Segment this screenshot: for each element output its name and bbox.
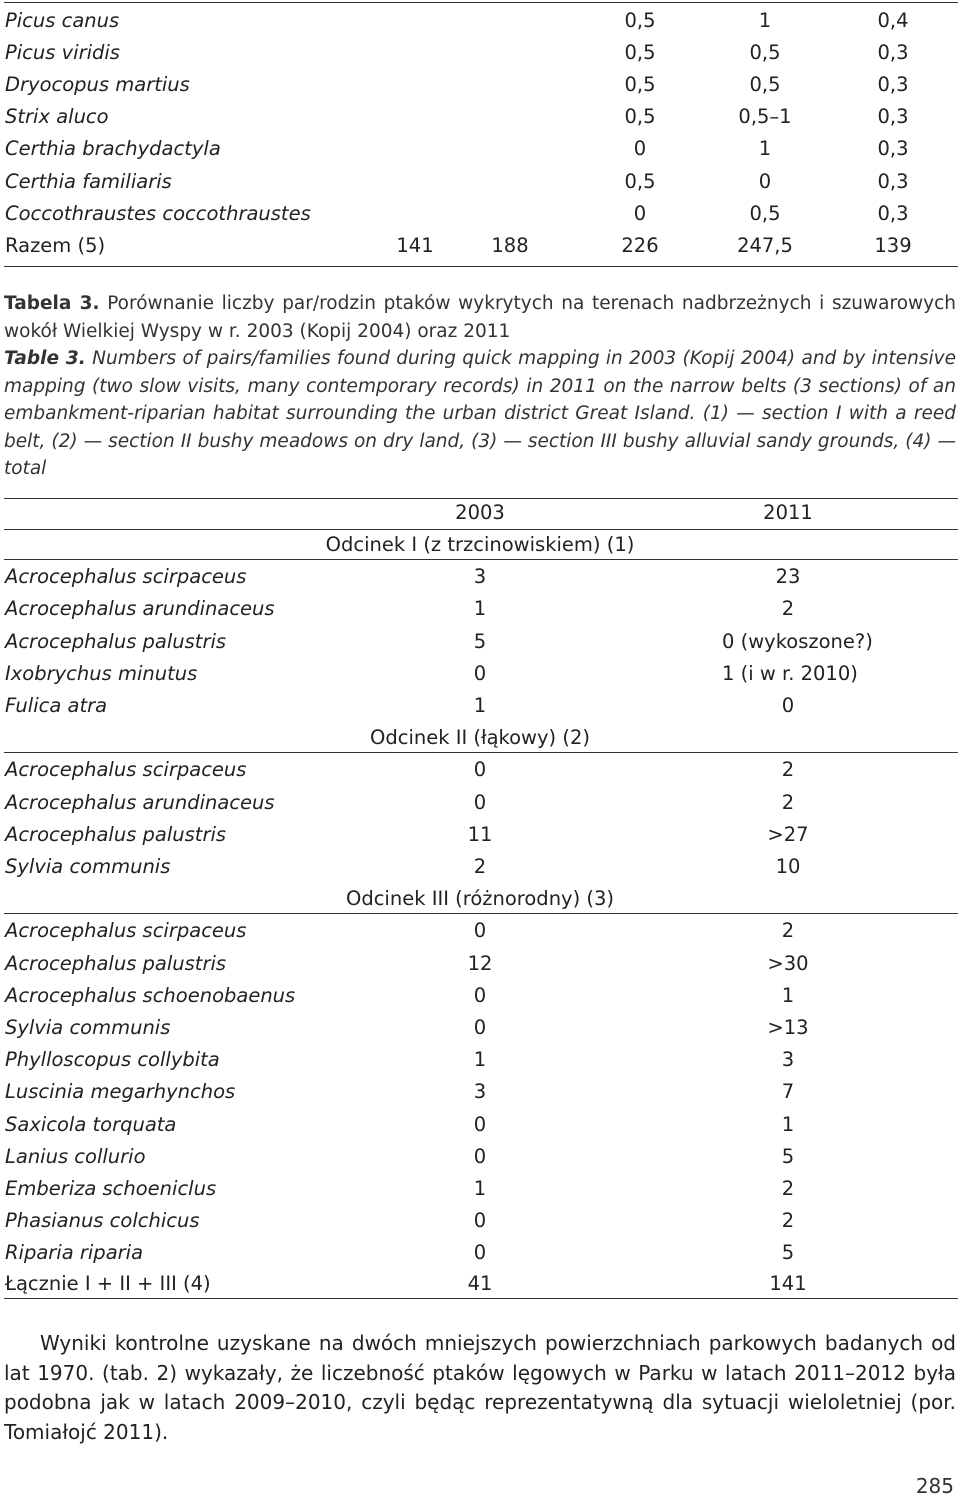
total-label: Razem (5) — [5, 234, 106, 257]
species-name: Saxicola torquata — [5, 1112, 177, 1136]
value-cell: 0,3 — [877, 41, 909, 65]
value-2003: 0 — [473, 1209, 487, 1233]
total-label: Łącznie I + II + III (4) — [5, 1272, 211, 1295]
value-2003: 11 — [467, 822, 493, 846]
species-name: Acrocephalus palustris — [5, 951, 227, 975]
species-name: Coccothraustes coccothraustes — [5, 201, 311, 225]
table-row — [0, 1173, 960, 1205]
value-2011: 1 — [781, 983, 795, 1007]
value-2003: 0 — [473, 758, 487, 782]
table-row — [0, 5, 960, 37]
species-name: Sylvia communis — [5, 1016, 171, 1039]
value-2011: 2 — [781, 597, 795, 621]
species-name: Acrocephalus scirpaceus — [5, 758, 247, 782]
species-name: Ixobrychus minutus — [5, 661, 198, 685]
total-value: 226 — [621, 234, 659, 257]
table-row — [0, 819, 960, 851]
section-title: Odcinek I (z trzcinowiskiem) (1) — [325, 533, 635, 556]
page-number: 285 — [915, 1474, 954, 1498]
species-name: Acrocephalus palustris — [5, 629, 227, 653]
value-2003: 12 — [467, 951, 493, 975]
table-row — [0, 690, 960, 722]
caption-text: Numbers of pairs/families found during quick mapping in 2003 (Kopij 2004) and by intensive mapping (two slow visits, many contemporary records) in 2011 on the narrow belts (3 sections) of an embankment-riparian habitat surrounding the urban district Great Island. (1) — section I with a reed belt, (2) — section II bushy meadows on dry land, (3) — section III bushy alluvial sandy grounds, (4) — total — [4, 348, 956, 479]
value-cell: 0,5 — [624, 169, 656, 193]
species-name: Picus viridis — [5, 41, 120, 65]
section-title: Odcinek III (różnorodny) (3) — [345, 887, 615, 911]
value-cell: 0 — [633, 137, 647, 161]
value-cell: 1 — [758, 137, 772, 161]
value-2003: 1 — [473, 694, 487, 717]
section-rule — [4, 559, 958, 560]
value-2011: 10 — [775, 855, 801, 878]
value-cell: 0 — [633, 201, 647, 225]
value-2003: 0 — [473, 1241, 487, 1265]
species-name: Phylloscopus collybita — [5, 1048, 220, 1072]
table-row — [0, 561, 960, 593]
value-2011: 2 — [781, 790, 795, 814]
value-2011: 5 — [781, 1241, 795, 1265]
species-name: Emberiza schoeniclus — [5, 1177, 217, 1200]
table-row — [0, 166, 960, 198]
value-2011: 7 — [781, 1080, 795, 1104]
table-row — [0, 626, 960, 658]
value-2003: 1 — [473, 1177, 487, 1200]
species-name: Strix aluco — [5, 105, 109, 129]
value-cell: 0,5 — [749, 73, 781, 97]
table-row — [0, 101, 960, 133]
section-title-row — [0, 883, 960, 915]
total-row — [0, 1268, 960, 1300]
value-cell: 0,5 — [624, 9, 656, 32]
table-row — [0, 1012, 960, 1044]
value-2011: 2 — [781, 758, 795, 782]
total-row — [0, 230, 960, 262]
table-row — [0, 948, 960, 980]
table-row — [0, 658, 960, 690]
value-2003: 2 — [473, 855, 487, 878]
value-2011: 0 (wykoszone?) — [722, 629, 873, 653]
section-rule — [4, 913, 958, 914]
species-name: Picus canus — [5, 9, 120, 32]
section-rule — [4, 752, 958, 753]
column-header-2003: 2003 — [455, 501, 505, 524]
total-2011: 141 — [769, 1272, 807, 1295]
value-2011: 2 — [781, 1209, 795, 1233]
value-2003: 0 — [473, 983, 487, 1007]
table-row — [0, 980, 960, 1012]
value-2011: >27 — [767, 822, 809, 846]
species-name: Fulica atra — [5, 694, 108, 717]
value-2011: 23 — [775, 565, 801, 589]
value-cell: 0,3 — [877, 137, 909, 161]
body-paragraph: Wyniki kontrolne uzyskane na dwóch mniejszych powierzchniach parkowych badanych od lat 1970. (tab. 2) wykazały, że liczebność ptaków lęgowych w Parku w latach 2011–2012 była podobna jak w latach 2009–2010, czyli będąc reprezentatywną dla sytuacji wieloletniej (por. Tomiałojć 2011). — [4, 1331, 956, 1444]
caption-text: Porównanie liczby par/rodzin ptaków wykrytych na terenach nadbrzeżnych i szuwarowych wokół Wielkiej Wyspy w r. 2003 (Kopij 2004) oraz 2011 — [4, 293, 956, 342]
table3-caption-english — [4, 345, 956, 483]
species-name: Phasianus colchicus — [5, 1209, 200, 1233]
species-name: Certhia brachydactyla — [5, 137, 221, 161]
species-name: Dryocopus martius — [5, 73, 190, 97]
table-row — [0, 1044, 960, 1076]
table-row — [0, 851, 960, 883]
value-2011: >30 — [767, 951, 809, 975]
total-value: 247,5 — [737, 234, 793, 257]
value-cell: 0,5 — [624, 41, 656, 65]
caption-label: Table 3. — [4, 348, 86, 369]
caption-label: Tabela 3. — [4, 293, 100, 314]
value-2003: 0 — [473, 919, 487, 943]
table2-top-rule — [4, 2, 958, 3]
total-2003: 41 — [467, 1272, 493, 1295]
species-name: Certhia familiaris — [5, 169, 172, 193]
value-2003: 3 — [473, 1080, 487, 1104]
species-name: Sylvia communis — [5, 855, 171, 878]
species-name: Riparia riparia — [5, 1241, 144, 1265]
value-2011: 3 — [781, 1048, 795, 1072]
table-header-row — [0, 497, 960, 529]
value-cell: 0,4 — [877, 9, 909, 32]
table-row — [0, 133, 960, 165]
total-value: 188 — [491, 234, 529, 257]
value-2003: 0 — [473, 1016, 487, 1039]
table-row — [0, 1141, 960, 1173]
value-cell: 0,5 — [624, 105, 656, 129]
table3-caption-polish — [4, 290, 956, 345]
table-row — [0, 593, 960, 625]
value-cell: 0,3 — [877, 201, 909, 225]
value-2003: 0 — [473, 1112, 487, 1136]
value-2011: 0 — [781, 694, 795, 717]
value-cell: 0,3 — [877, 105, 909, 129]
value-cell: 0,5 — [749, 41, 781, 65]
value-2003: 0 — [473, 790, 487, 814]
table-row — [0, 1237, 960, 1269]
column-header-2011: 2011 — [763, 501, 813, 524]
value-2011: 1 (i w r. 2010) — [722, 661, 858, 685]
species-name: Acrocephalus scirpaceus — [5, 919, 247, 943]
value-2011: 2 — [781, 1177, 795, 1200]
table-row — [0, 787, 960, 819]
table-row — [0, 37, 960, 69]
species-name: Acrocephalus arundinaceus — [5, 597, 275, 621]
species-name: Lanius collurio — [5, 1144, 146, 1168]
value-2003: 0 — [473, 661, 487, 685]
table-row — [0, 1205, 960, 1237]
section-title-row — [0, 529, 960, 561]
value-2011: 1 — [781, 1112, 795, 1136]
table-row — [0, 69, 960, 101]
table-row — [0, 1109, 960, 1141]
value-2011: 2 — [781, 919, 795, 943]
species-name: Luscinia megarhynchos — [5, 1080, 236, 1104]
table-row — [0, 1076, 960, 1108]
value-cell: 0,5–1 — [738, 105, 792, 129]
value-cell: 0,5 — [624, 73, 656, 97]
value-2011: 5 — [781, 1144, 795, 1168]
value-2003: 1 — [473, 1048, 487, 1072]
value-2003: 3 — [473, 565, 487, 589]
section-title: Odcinek II (łąkowy) (2) — [370, 726, 590, 750]
value-cell: 1 — [758, 9, 772, 32]
value-2003: 1 — [473, 597, 487, 621]
value-cell: 0,3 — [877, 73, 909, 97]
total-value: 141 — [396, 234, 434, 257]
value-cell: 0,3 — [877, 169, 909, 193]
table2-bottom-rule — [4, 266, 958, 267]
value-2003: 0 — [473, 1144, 487, 1168]
table3-bottom-rule — [4, 1298, 958, 1299]
section-title-row — [0, 722, 960, 754]
value-2003: 5 — [473, 629, 487, 653]
table-row — [0, 754, 960, 786]
species-name: Acrocephalus schoenobaenus — [5, 983, 296, 1007]
table-row — [0, 915, 960, 947]
species-name: Acrocephalus arundinaceus — [5, 790, 275, 814]
table-row — [0, 198, 960, 230]
value-cell: 0,5 — [749, 201, 781, 225]
species-name: Acrocephalus palustris — [5, 822, 227, 846]
value-2011: >13 — [767, 1016, 809, 1039]
species-name: Acrocephalus scirpaceus — [5, 565, 247, 589]
total-value: 139 — [874, 234, 912, 257]
value-cell: 0 — [758, 169, 772, 193]
